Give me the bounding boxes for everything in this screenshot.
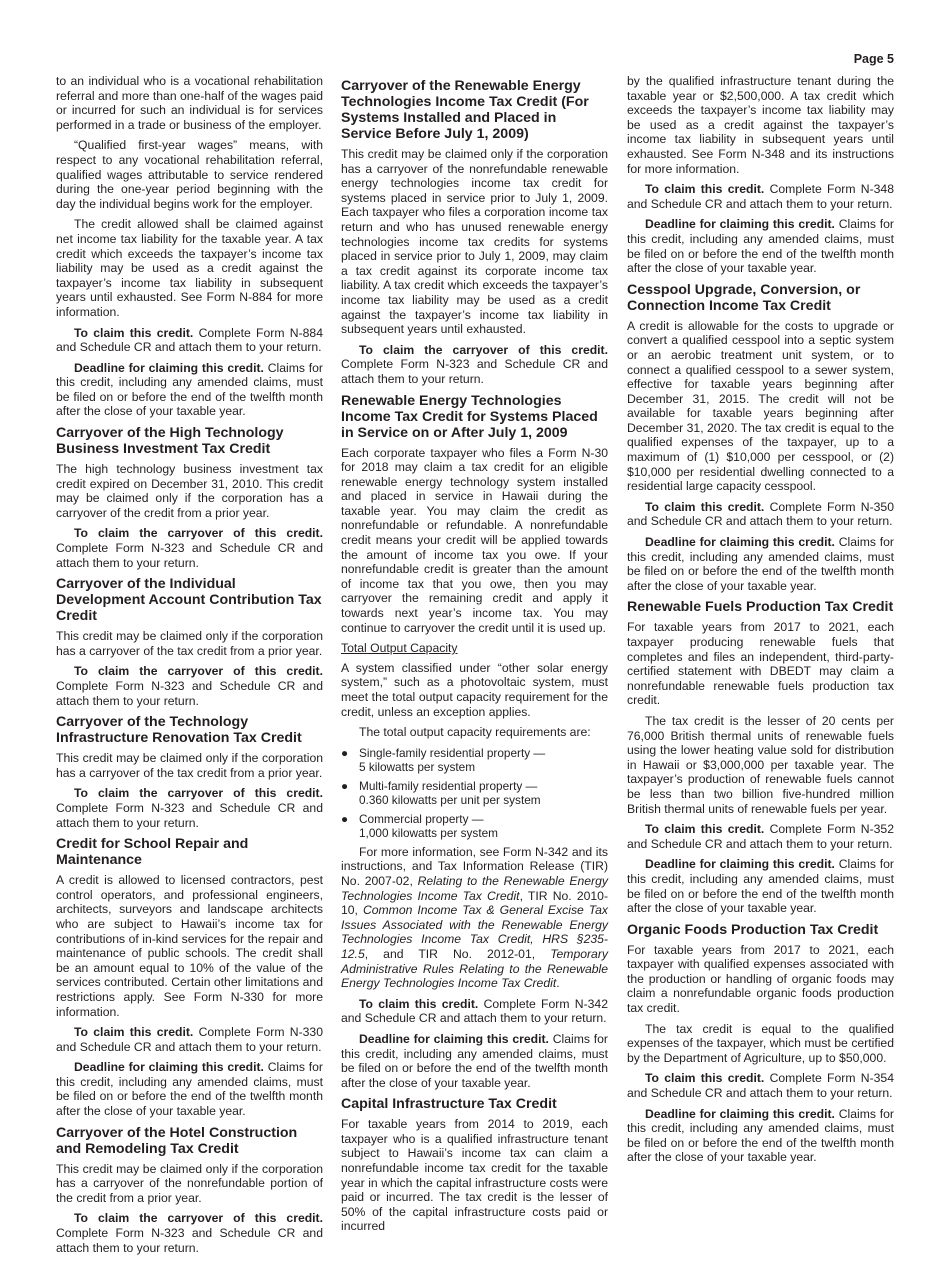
deadline-lead: Deadline for claiming this credit. bbox=[645, 535, 835, 550]
claim-text: Complete Form N-323 and Schedule CR and attach them to your return. bbox=[56, 1226, 323, 1255]
claim-instruction bbox=[56, 1025, 323, 1054]
list-item bbox=[341, 746, 608, 774]
deadline-instruction bbox=[627, 857, 894, 915]
claim-text: Complete Form N-884 and Schedule CR and attach them to your return. bbox=[56, 325, 323, 355]
column-middle bbox=[341, 74, 608, 1240]
claim-instruction bbox=[341, 997, 608, 1026]
deadline-instruction bbox=[627, 535, 894, 593]
paragraph: For taxable years from 2017 to 2021, each taxpayer with qualified expenses associated with the production or handling of organic foods may claim a nonrefundable organic foods production tax credit. bbox=[627, 942, 894, 1016]
column-right bbox=[627, 74, 894, 1171]
paragraph: The credit allowed shall be claimed against net income tax liability for the taxable year. A tax credit which exceeds the taxpayer’s income tax liability may be used as a credit against the taxpayer’s income tax liability in subsequent years until exhausted. See Form N-884 for more information. bbox=[56, 217, 323, 319]
list-item-line: Single-family residential property — bbox=[359, 745, 546, 760]
list-item bbox=[341, 812, 608, 840]
claim-instruction bbox=[56, 526, 323, 570]
deadline-lead: Deadline for claiming this credit. bbox=[645, 217, 835, 232]
claim-lead: To claim the carryover of this credit. bbox=[74, 786, 323, 801]
deadline-text: Claims for this credit, including any amended claims, must be filed on or before the end of the twelfth month after the close of your taxable year. bbox=[627, 217, 894, 276]
deadline-text: Claims for this credit, including any amended claims, must be filed on or before the end of the twelfth month after the close of your taxable year. bbox=[627, 857, 894, 916]
claim-lead: To claim this credit. bbox=[359, 996, 479, 1011]
column-left bbox=[56, 74, 323, 1261]
claim-instruction bbox=[56, 664, 323, 708]
deadline-instruction bbox=[56, 1060, 323, 1118]
section-heading: Carryover of the Hotel Construction and Remodeling Tax Credit bbox=[56, 1124, 298, 1157]
claim-lead: To claim this credit. bbox=[645, 1071, 765, 1086]
section-heading: Carryover of the Renewable Energy Technologies Income Tax Credit (For Systems Installed and Placed in Service Before July 1, 2009) bbox=[341, 78, 589, 142]
list-item-line: Commercial property — bbox=[359, 811, 484, 826]
claim-text: Complete Form N-323 and Schedule CR and attach them to your return. bbox=[56, 800, 323, 830]
paragraph: A credit is allowed to licensed contractors, pest control operators, and professional engineers, architects, surveyors and landscape architects who are subject to Hawaii’s income tax for contributions of in-kind services for the repair and maintenance of public schools. The credit shall be an amount equal to 10% of the value of the services contributed. Certain other limitations and restrictions apply. See Form N-330 for more information. bbox=[56, 873, 323, 1019]
claim-lead: To claim this credit. bbox=[645, 182, 765, 197]
text-run: For more information, see Form N-342 and its instructions, and Tax Information Release (TIR) No. 2007-02, bbox=[341, 844, 608, 888]
paragraph: This credit may be claimed only if the corporation has a carryover of the tax credit from a prior year. bbox=[56, 751, 323, 780]
list-item-line: 1,000 kilowatts per system bbox=[359, 825, 498, 840]
deadline-lead: Deadline for claiming this credit. bbox=[359, 1031, 549, 1046]
claim-instruction bbox=[627, 1071, 894, 1100]
deadline-lead: Deadline for claiming this credit. bbox=[74, 360, 264, 375]
text-run: , and TIR No. 2012-01, bbox=[364, 946, 551, 961]
paragraph: The total output capacity requirements are: bbox=[359, 725, 591, 740]
deadline-text: Claims for this credit, including any amended claims, must be filed on or before the end of the twelfth month after the close of your taxable year. bbox=[56, 360, 323, 419]
claim-text: Complete Form N-323 and Schedule CR and attach them to your return. bbox=[341, 357, 608, 386]
claim-instruction bbox=[56, 786, 323, 830]
section-heading: Capital Infrastructure Tax Credit bbox=[341, 1096, 557, 1113]
paragraph: “Qualified first-year wages” means, with respect to any vocational rehabilitation referral, qualified wages attributable to service rendered during the one-year period beginning with the day the individual begins work for the employer. bbox=[56, 138, 323, 211]
claim-text: Complete Form N-348 and Schedule CR and attach them to your return. bbox=[627, 182, 894, 211]
paragraph: The tax credit is the lesser of 20 cents per 76,000 British thermal units of renewable fuels using the lower heating value sold for distribution in Hawaii or $3,000,000 per taxable year. The taxpayer’s production of renewable fuels cannot be less than two billion five-hundred million British thermal units of renewable fuels per year. bbox=[627, 713, 894, 816]
claim-instruction bbox=[56, 1211, 323, 1255]
claim-text: Complete Form N-323 and Schedule CR and attach them to your return. bbox=[56, 679, 323, 708]
section-heading: Carryover of the Individual Development Account Contribution Tax Credit bbox=[56, 576, 322, 625]
citation: Relating to the Renewable Energy Technologies Income Tax Credit bbox=[341, 873, 608, 903]
paragraph: For taxable years from 2014 to 2019, each taxpayer who is a qualified infrastructure tenant subject to Hawaii’s income tax can claim a nonrefundable income tax credit for the taxable year in which the capital infrastructure costs were paid or incurred. The tax credit is the lesser of 50% of the capital infrastructure costs paid or incurred bbox=[341, 1117, 608, 1234]
deadline-instruction bbox=[56, 361, 323, 419]
paragraph: The tax credit is equal to the qualified expenses of the taxpayer, which must be certified by the Department of Agriculture, up to $50,000. bbox=[627, 1021, 894, 1065]
paragraph bbox=[341, 845, 608, 991]
paragraph: This credit may be claimed only if the corporation has a carryover of the tax credit from a prior year. bbox=[56, 629, 323, 658]
section-heading: Renewable Energy Technologies Income Tax Credit for Systems Placed in Service on or After July 1, 2009 bbox=[341, 392, 598, 441]
claim-text: Complete Form N-323 and Schedule CR and attach them to your return. bbox=[56, 541, 323, 570]
deadline-lead: Deadline for claiming this credit. bbox=[645, 857, 835, 872]
paragraph: Each corporate taxpayer who files a Form N-30 for 2018 may claim a tax credit for an eligible renewable energy technology system installed and placed in service in Hawaii during the taxable year. You may claim the credit as nonrefundable or refundable. A nonrefundable credit means your credit will be applied towards the amount of income tax you owe. If your nonrefundable credit is greater than the amount of income tax that you owe, then you may carryover the remaining credit and apply it towards next year’s income tax. You may continue to carryover the credit until it is used up. bbox=[341, 445, 608, 635]
page-number: Page 5 bbox=[853, 52, 894, 66]
claim-lead: To claim this credit. bbox=[74, 1025, 194, 1040]
paragraph: For taxable years from 2017 to 2021, each taxpayer producing renewable fuels that completes and files an independent, third-party-certified statement with DBEDT may claim a nonrefundable renewable fuels production tax credit. bbox=[627, 620, 894, 708]
deadline-lead: Deadline for claiming this credit. bbox=[74, 1060, 264, 1075]
paragraph: by the qualified infrastructure tenant during the taxable year or $2,500,000. A tax credit which exceeds the taxpayer’s income tax liability may be used as a credit against the taxpayer’s income tax liability in subsequent years until exhausted. See Form N-348 and its instructions for more information. bbox=[627, 74, 894, 176]
citation: Temporary Administrative Rules Relating to the Renewable Energy Technologies Income Tax Credit bbox=[341, 946, 608, 991]
paragraph: This credit may be claimed only if the corporation has a carryover of the nonrefundable portion of the credit from a prior year. bbox=[56, 1161, 323, 1205]
claim-lead: To claim this credit. bbox=[74, 325, 194, 340]
claim-text: Complete Form N-350 and Schedule CR and attach them to your return. bbox=[627, 499, 894, 529]
deadline-instruction bbox=[627, 217, 894, 275]
paragraph: The high technology business investment tax credit expired on December 31, 2010. This credit may be claimed only if the corporation has a carryover of the credit from a prior year. bbox=[56, 462, 323, 520]
deadline-lead: Deadline for claiming this credit. bbox=[645, 1106, 835, 1121]
bullet-icon: ● bbox=[341, 745, 349, 760]
claim-lead: To claim the carryover of this credit. bbox=[74, 526, 323, 541]
deadline-instruction bbox=[341, 1032, 608, 1090]
deadline-text: Claims for this credit, including any amended claims, must be filed on or before the end of the twelfth month after the close of your taxable year. bbox=[341, 1031, 608, 1090]
section-heading: Renewable Fuels Production Tax Credit bbox=[627, 599, 894, 616]
list-item-line: 5 kilowatts per system bbox=[359, 759, 476, 774]
claim-text: Complete Form N-352 and Schedule CR and attach them to your return. bbox=[627, 822, 894, 851]
claim-instruction bbox=[341, 343, 608, 387]
list-item-line: Multi-family residential property — bbox=[359, 778, 538, 793]
claim-lead: To claim the carryover of this credit. bbox=[359, 342, 608, 357]
section-heading: Cesspool Upgrade, Conversion, or Connection Income Tax Credit bbox=[627, 281, 861, 314]
bullet-icon: ● bbox=[341, 778, 349, 793]
section-heading: Organic Foods Production Tax Credit bbox=[627, 921, 879, 938]
claim-lead: To claim the carryover of this credit. bbox=[74, 664, 323, 679]
bullet-icon: ● bbox=[341, 811, 349, 826]
claim-lead: To claim this credit. bbox=[645, 822, 765, 837]
claim-instruction bbox=[627, 500, 894, 529]
claim-instruction bbox=[627, 182, 894, 211]
claim-text: Complete Form N-330 and Schedule CR and attach them to your return. bbox=[56, 1025, 323, 1054]
paragraph: A system classified under “other solar energy system,” such as a photovoltaic system, must meet the total output capacity requirement for the credit, unless an exception applies. bbox=[341, 660, 608, 719]
claim-text: Complete Form N-354 and Schedule CR and attach them to your return. bbox=[627, 1071, 894, 1101]
list-item-line: 0.360 kilowatts per unit per system bbox=[359, 792, 541, 807]
subheading: Total Output Capacity bbox=[341, 641, 458, 656]
section-heading: Carryover of the Technology Infrastructure Renovation Tax Credit bbox=[56, 714, 302, 747]
paragraph: A credit is allowable for the costs to upgrade or convert a qualified cesspool into a septic system or an aerobic treatment unit system, or to connect a qualified cesspool to a sewer system, effective for taxable years beginning after December 31, 2015. The credit will not be available for taxable years beginning after December 31, 2020. The tax credit is equal to the qualified expenses of the taxpayer, up to a maximum of (1) $10,000 per cesspool, or (2) $10,000 per residential dwelling connected to a residential large capacity cesspool. bbox=[627, 318, 894, 494]
text-run: , TIR No. 2010-10, bbox=[341, 888, 608, 918]
section-heading: Credit for School Repair and Maintenance bbox=[56, 836, 249, 869]
section-heading: Carryover of the High Technology Business Investment Tax Credit bbox=[56, 425, 284, 458]
paragraph: to an individual who is a vocational rehabilitation referral and more than one-half of the wages paid or incurred for such an individual is for services performed in a trade or business of the employer. bbox=[56, 74, 323, 132]
text-run: . bbox=[556, 976, 560, 991]
claim-lead: To claim this credit. bbox=[645, 499, 765, 514]
claim-lead: To claim the carryover of this credit. bbox=[74, 1211, 323, 1226]
deadline-text: Claims for this credit, including any amended claims, must be filed on or before the end of the twelfth month after the close of your taxable year. bbox=[627, 1106, 894, 1165]
deadline-text: Claims for this credit, including any amended claims, must be filed on or before the end of the twelfth month after the close of your taxable year. bbox=[56, 1060, 323, 1119]
deadline-instruction bbox=[627, 1107, 894, 1165]
deadline-text: Claims for this credit, including any amended claims, must be filed on or before the end of the twelfth month after the close of your taxable year. bbox=[627, 535, 894, 593]
paragraph: This credit may be claimed only if the corporation has a carryover of the nonrefundable renewable energy technologies income tax credit for systems placed in service prior to July 1, 2009. Each taxpayer who files a corporation income tax return and who has unused renewable energy technologies income tax credits for systems placed in service prior to July 1, 2009, may claim a tax credit against its corporate income tax liability. A tax credit which exceeds the taxpayer’s income tax liability may be used as a credit against the taxpayer’s income tax liability in subsequent years until exhausted. bbox=[341, 147, 608, 337]
citation: Common Income Tax & General Excise Tax Issues Associated with the Renewable Energy Technologies Income Tax Credit, HRS §235-12.5 bbox=[341, 903, 608, 961]
claim-instruction bbox=[627, 822, 894, 851]
claim-text: Complete Form N-342 and Schedule CR and attach them to your return. bbox=[341, 996, 608, 1026]
capacity-list bbox=[341, 746, 608, 840]
list-item bbox=[341, 779, 608, 807]
claim-instruction bbox=[56, 326, 323, 355]
